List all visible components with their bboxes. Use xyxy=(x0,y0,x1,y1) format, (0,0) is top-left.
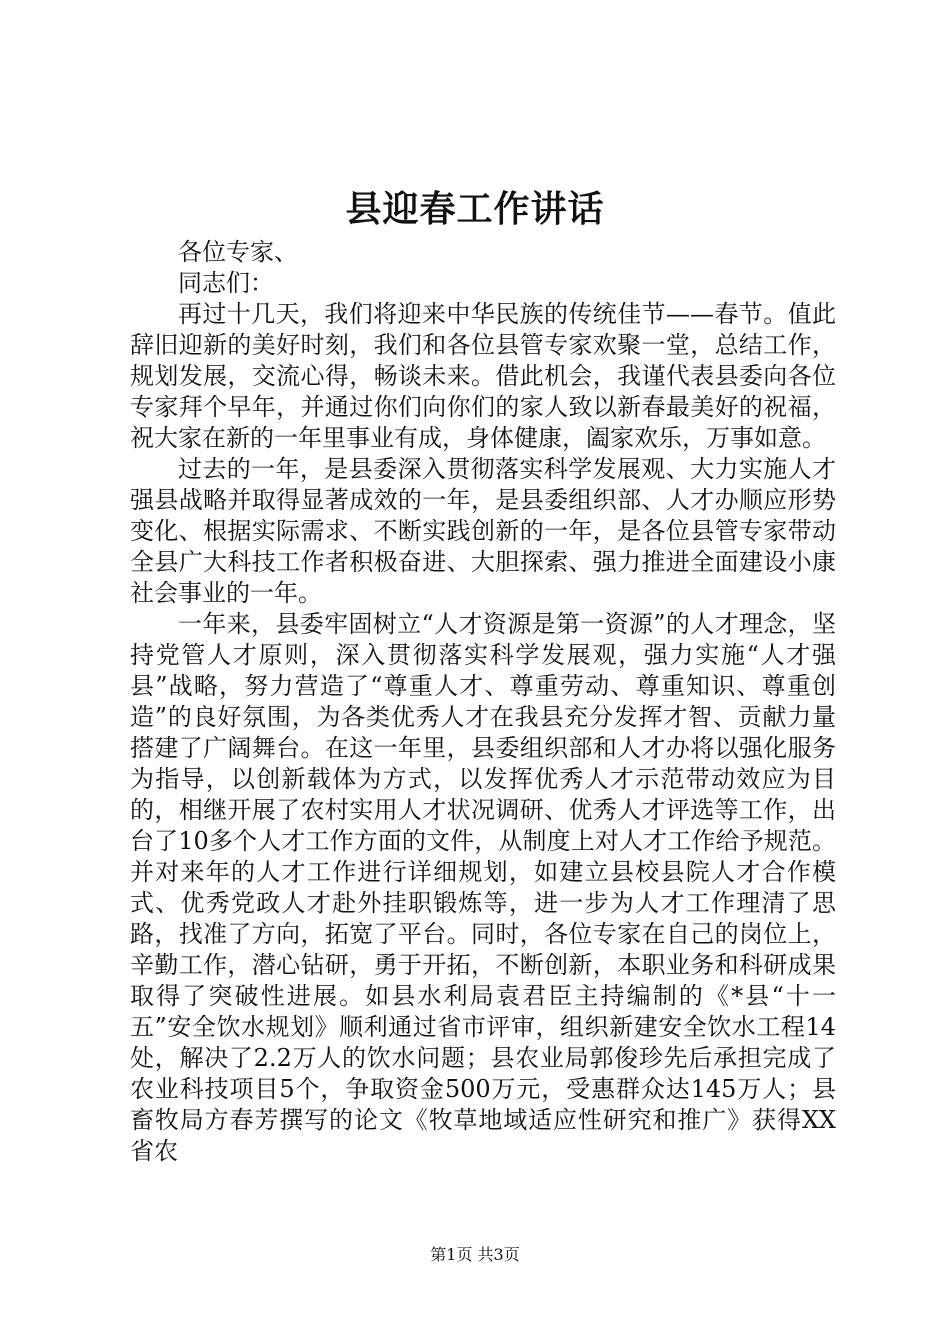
paragraph-new-year-greeting: 再过十几天，我们将迎来中华民族的传统佳节——春节。值此辞旧迎新的美好时刻，我们和各位县管专家欢聚一堂，总结工作，规划发展，交流心得，畅谈未来。借此机会，我谨代表县委向各位专家拜个早年，并通过你们向你们的家人致以新春最美好的祝福，祝大家在新的一年里事业有成，身体健康，阖家欢乐，万事如意。 xyxy=(130,300,836,452)
document-title: 县迎春工作讲话 xyxy=(345,188,605,230)
salutation-experts: 各位专家、 xyxy=(178,238,298,266)
paragraph-achievements: 一年来，县委牢固树立“人才资源是第一资源”的人才理念，坚持党管人才原则，深入贯彻落实科学发展观，强力实施“人才强县”战略，努力营造了“尊重人才、尊重劳动、尊重知识、尊重创造”的良好氛围，为各类优秀人才在我县充分发挥才智、贡献力量搭建了广阔舞台。在这一年里，县委组织部和人才办将以强化服务为指导，以创新载体为方式，以发挥优秀人才示范带动效应为目的，相继开展了农村实用人才状况调研、优秀人才评选等工作，出台了10多个人才工作方面的文件，从制度上对人才工作给予规范。并对来年的人才工作进行详细规划，如建立县校县院人才合作模式、优秀党政人才赴外挂职锻炼等，进一步为人才工作理清了思路，找准了方向，拓宽了平台。同时，各位专家在自己的岗位上，辛勤工作，潜心钻研，勇于开拓，不断创新，本职业务和科研成果取得了突破性进展。如县水利局袁君臣主持编制的《*县“十一五”安全饮水规划》顺利通过省市评审，组织新建安全饮水工程14处，解决了2.2万人的饮水问题；县农业局郭俊珍先后承担完成了农业科技项目5个，争取资金500万元，受惠群众达145万人；县畜牧局方春芳撰写的论文《牧草地域适应性研究和推广》获得XX省农 xyxy=(130,610,836,1165)
page-footer: 第1页 共3页 xyxy=(430,1245,520,1264)
paragraph-past-year: 过去的一年，是县委深入贯彻落实科学发展观、大力实施人才强县战略并取得显著成效的一年，是县委组织部、人才办顺应形势变化、根据实际需求、不断实践创新的一年，是各位县管专家带动全县广大科技工作者积极奋进、大胆探索、强力推进全面建设小康社会事业的一年。 xyxy=(130,455,836,607)
salutation-comrades: 同志们： xyxy=(178,269,274,297)
document-body xyxy=(130,237,836,1167)
